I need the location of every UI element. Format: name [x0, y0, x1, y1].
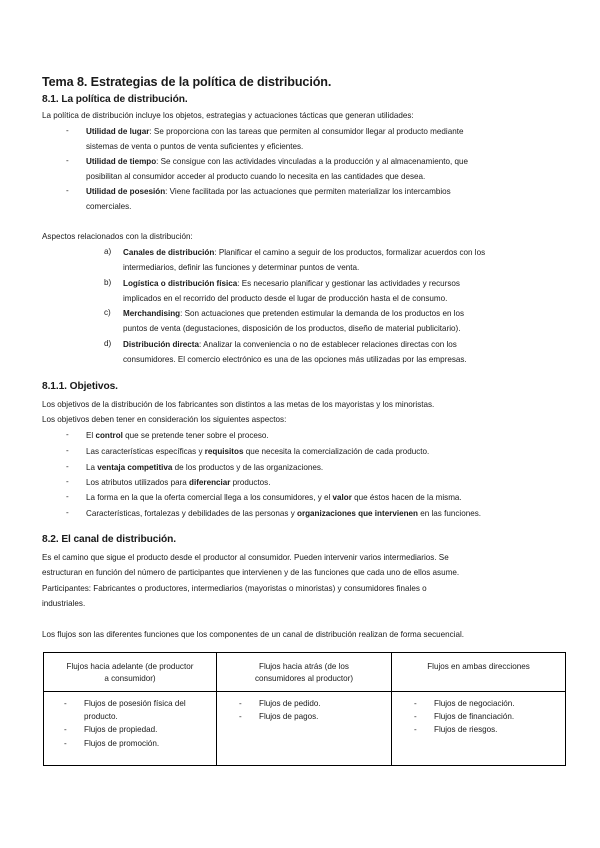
list-bullet: -	[66, 477, 69, 486]
list-item: Logística o distribución física: Es necesario planificar y gestionar las actividades y recursos	[123, 279, 460, 288]
list-bullet: -	[66, 508, 69, 517]
list-label: d)	[104, 339, 112, 348]
table-header-row	[44, 653, 566, 692]
list-item: El control que se pretende tener sobre el proceso.	[86, 431, 269, 440]
list-item: La forma en la que la oferta comercial llega a los consumidores, y el valor que éstos hacen de la misma.	[86, 493, 462, 502]
list-item-continuation: consumidores. El comercio electrónico es una de las opciones más utilizadas por las empresas.	[123, 355, 467, 364]
aspects-intro: Aspectos relacionados con la distribución:	[42, 232, 193, 241]
list-item: Características, fortalezas y debilidades de las personas y organizaciones que intervienen en las funciones.	[86, 509, 481, 518]
list-item: La ventaja competitiva de los productos y de las organizaciones.	[86, 463, 324, 472]
list-item: Las características específicas y requisitos que necesita la comercialización de cada producto.	[86, 447, 430, 456]
channel-paragraph-line: Participantes: Fabricantes o productores, intermediarios (mayoristas o minoristas) y consumidores finales o	[42, 584, 427, 593]
list-bullet: -	[66, 430, 69, 439]
list-item-continuation: comerciales.	[86, 202, 132, 211]
list-item: Distribución directa: Analizar la conveniencia o no de establecer relaciones directas con los	[123, 340, 457, 349]
list-bullet: -	[66, 492, 69, 501]
table-cell: - Flujos de pedido. - Flujos de pagos.	[217, 692, 392, 766]
section-heading-8-1-1: 8.1.1. Objetivos.	[42, 381, 118, 392]
section-heading-8-2: 8.2. El canal de distribución.	[42, 534, 177, 545]
list-item-continuation: puntos de venta (degustaciones, disposición de los productos, diseño de material publicitario).	[123, 324, 461, 333]
list-item: Los atributos utilizados para diferenciar productos.	[86, 478, 271, 487]
table-header-cell: Flujos hacia adelante (de productor a consumidor)	[44, 653, 217, 692]
channel-paragraph-line: industriales.	[42, 599, 86, 608]
list-label: b)	[104, 278, 112, 287]
table-header-cell: Flujos en ambas direcciones	[392, 653, 566, 692]
list-bullet: -	[66, 126, 69, 135]
list-bullet: -	[66, 156, 69, 165]
list-item-continuation: implicados en el recorrido del producto desde el lugar de producción hasta el de consumo.	[123, 294, 448, 303]
objectives-paragraph-line: Los objetivos deben tener en consideración los siguientes aspectos:	[42, 415, 287, 424]
table-cell: - Flujos de negociación. - Flujos de financiación. - Flujos de riesgos.	[392, 692, 566, 766]
list-item: Utilidad de posesión: Viene facilitada por las actuaciones que permiten materializar los intercambios	[86, 187, 451, 196]
flows-table	[43, 652, 566, 766]
table-header-cell: Flujos hacia atrás (de los consumidores al productor)	[217, 653, 392, 692]
channel-paragraph-line: Es el camino que sigue el producto desde el productor al consumidor. Pueden intervenir varios intermediarios. Se	[42, 553, 449, 562]
list-item-continuation: posibilitan al consumidor acceder al producto cuando lo necesita en las cantidades que desea.	[86, 172, 426, 181]
list-bullet: -	[66, 446, 69, 455]
page-title: Tema 8. Estrategias de la política de distribución.	[42, 75, 332, 89]
section-8-1-intro: La política de distribución incluye los objetos, estrategias y actuaciones tácticas que generan utilidades:	[42, 111, 414, 120]
list-item: Canales de distribución: Planificar el camino a seguir de los productos, formalizar acuerdos con los	[123, 248, 486, 257]
table-cell: - Flujos de posesión física del producto. - Flujos de propiedad. - Flujos de promoción.	[44, 692, 217, 766]
section-heading-8-1: 8.1. La política de distribución.	[42, 94, 188, 105]
list-item: Utilidad de lugar: Se proporciona con las tareas que permiten al consumidor llegar al producto mediante	[86, 127, 464, 136]
list-label: a)	[104, 247, 112, 256]
list-bullet: -	[66, 462, 69, 471]
list-item: Merchandising: Son actuaciones que pretenden estimular la demanda de los productos en los	[123, 309, 465, 318]
flows-intro: Los flujos son las diferentes funciones que los componentes de un canal de distribución realizan de forma secuencial.	[42, 630, 465, 639]
table-row	[44, 692, 566, 766]
objectives-paragraph-line: Los objetivos de la distribución de los fabricantes son distintos a las metas de los mayoristas y los minoristas.	[42, 400, 435, 409]
list-item: Utilidad de tiempo: Se consigue con las actividades vinculadas a la producción y al almacenamiento, que	[86, 157, 468, 166]
list-bullet: -	[66, 186, 69, 195]
list-item-continuation: intermediarios, definir las funciones y determinar puntos de venta.	[123, 263, 360, 272]
list-item-continuation: sistemas de venta o puntos de venta suficientes y eficientes.	[86, 142, 304, 151]
list-label: c)	[104, 308, 111, 317]
channel-paragraph-line: estructuran en función del número de participantes que intervienen y de las funciones que cada uno de ellos asume.	[42, 568, 460, 577]
